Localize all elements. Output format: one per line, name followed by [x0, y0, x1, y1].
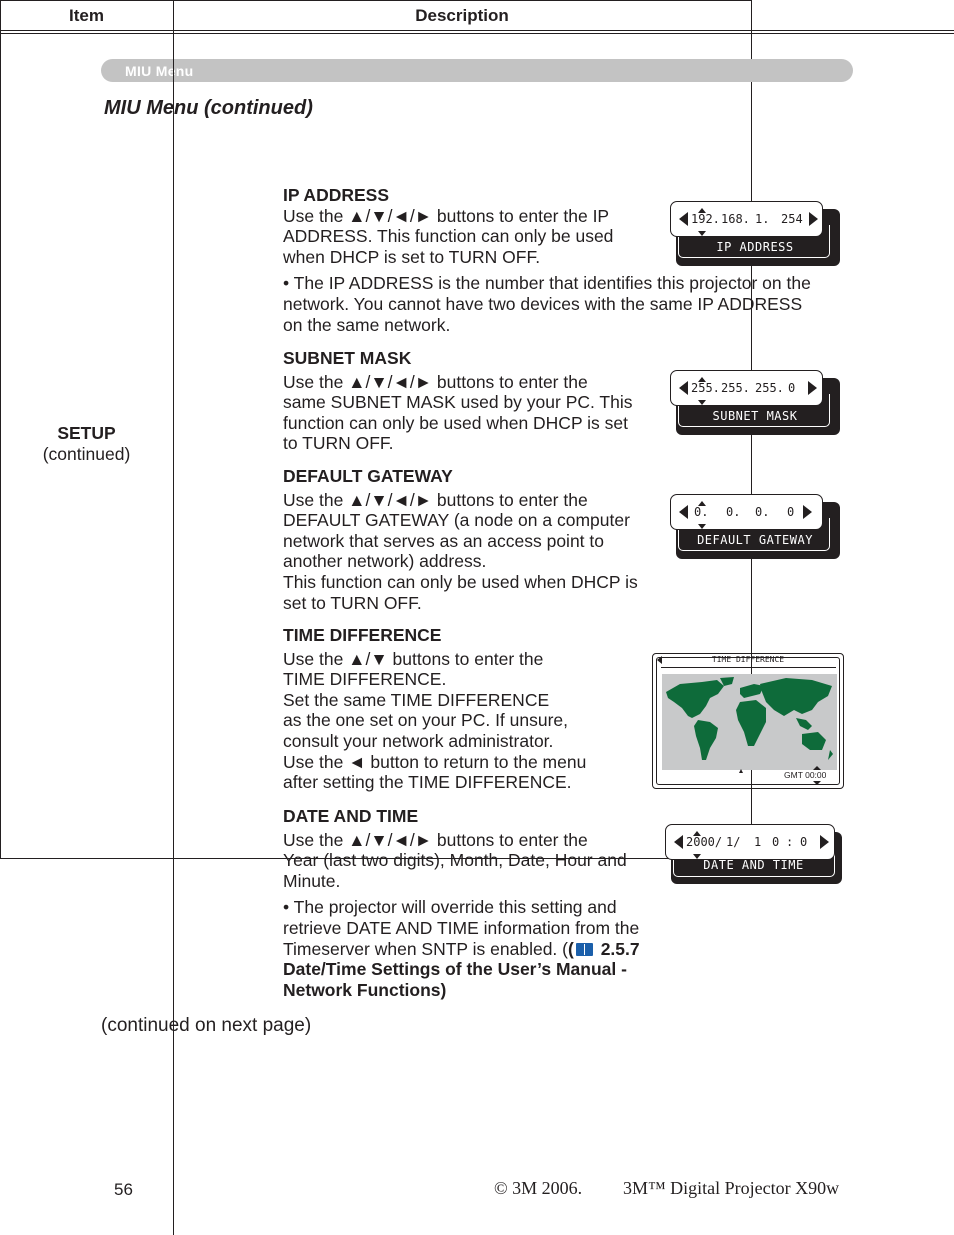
reference-number: 2.5.7	[600, 938, 640, 959]
section-title: TIME DIFFERENCE	[283, 625, 442, 645]
text-line: Year (last two digits), Month, Date, Hour and	[283, 850, 627, 871]
text-line: Use the ▲/▼/◄/► buttons to enter the IP	[283, 205, 610, 226]
osd-label: TIME DIFFERENCE	[711, 655, 785, 664]
text-line: Set the same TIME DIFFERENCE	[283, 689, 550, 710]
text-line: another network) address.	[283, 551, 487, 572]
osd-subnet-mask: 255. 255. 255. 0 SUBNET MASK	[670, 370, 840, 435]
header-divider-2	[0, 33, 954, 34]
text-line: as the one set on your PC. If unsure,	[283, 710, 569, 731]
text-line: consult your network administrator.	[283, 730, 554, 751]
marker-icon	[739, 769, 743, 773]
footer-copyright: © 3M 2006.	[494, 1178, 583, 1198]
text-line: after setting the TIME DIFFERENCE.	[283, 772, 572, 793]
right-arrow-icon	[820, 835, 829, 849]
reference-line: Network Functions)	[283, 979, 447, 1000]
note-line: • The projector will override this setting and	[283, 897, 617, 918]
up-arrow-icon	[698, 501, 706, 506]
reference-line: Date/Time Settings of the User’s Manual -	[283, 959, 627, 980]
section-title: DATE AND TIME	[283, 806, 419, 826]
section-title: SUBNET MASK	[283, 348, 412, 368]
osd-time-difference	[652, 653, 844, 789]
text-line: set to TURN OFF.	[283, 592, 422, 613]
text-line: Use the ▲/▼/◄/► buttons to enter the	[283, 829, 588, 850]
note-line: Timeserver when SNTP is enabled. (( 2.5.7	[283, 938, 640, 959]
text-line: Minute.	[283, 870, 341, 891]
text-line: Use the ▲/▼/◄/► buttons to enter the	[283, 371, 588, 392]
column-header-item: Item	[69, 6, 104, 25]
text-line: function can only be used when DHCP is set	[283, 412, 629, 433]
footer-product: 3M™ Digital Projector X90w	[623, 1178, 840, 1198]
column-divider	[173, 0, 174, 1235]
down-arrow-icon	[698, 400, 706, 405]
section-header-label: MIU Menu	[125, 63, 194, 79]
section-title: IP ADDRESS	[283, 185, 389, 205]
osd-ip-address: 192. 168. 1. 254 IP ADDRESS	[670, 201, 840, 266]
down-arrow-icon	[813, 781, 821, 785]
page-title: MIU Menu (continued)	[104, 97, 313, 119]
text-line: ADDRESS. This function can only be used	[283, 226, 614, 247]
osd-default-gateway: 0. 0. 0. 0 DEFAULT GATEWAY	[670, 494, 840, 559]
note-line: on the same network.	[283, 314, 451, 335]
text-line: network that serves as an access point to	[283, 530, 604, 551]
up-arrow-icon	[693, 831, 701, 836]
down-arrow-icon	[698, 524, 706, 529]
text-line: Use the ▲/▼ buttons to enter the	[283, 648, 544, 669]
section-date-and-time	[283, 806, 640, 1000]
down-arrow-icon	[693, 854, 701, 859]
section-time-difference	[283, 625, 586, 793]
down-arrow-icon	[698, 231, 706, 236]
left-arrow-icon	[674, 835, 683, 849]
gmt-value: GMT 00:00	[784, 770, 827, 780]
text-line: to TURN OFF.	[283, 433, 394, 454]
section-title: DEFAULT GATEWAY	[283, 466, 453, 486]
up-arrow-icon	[813, 766, 821, 770]
up-arrow-icon	[698, 208, 706, 213]
item-title: SETUP	[57, 423, 116, 443]
world-map	[662, 674, 837, 770]
text-line: Use the ▲/▼/◄/► buttons to enter the	[283, 489, 588, 510]
continued-note: (continued on next page)	[101, 1015, 312, 1036]
section-subnet-mask	[283, 348, 632, 454]
text-line: Use the ◄ button to return to the menu	[283, 751, 587, 772]
up-arrow-icon	[698, 377, 706, 382]
text-line: TIME DIFFERENCE.	[283, 669, 447, 690]
note-line: • The IP ADDRESS is the number that identifies this projector on the	[283, 273, 811, 294]
right-arrow-icon	[809, 212, 818, 226]
left-arrow-icon	[679, 212, 688, 226]
right-arrow-icon	[808, 381, 817, 395]
text-line: DEFAULT GATEWAY (a node on a computer	[283, 510, 630, 531]
section-default-gateway	[283, 466, 638, 613]
header-divider	[0, 30, 954, 31]
left-arrow-icon	[679, 381, 688, 395]
text-line: same SUBNET MASK used by your PC. This	[283, 392, 633, 413]
section-header-bar	[101, 59, 853, 82]
item-subtitle: (continued)	[42, 444, 131, 464]
note-line: retrieve DATE AND TIME information from the	[283, 917, 640, 938]
osd-label: IP ADDRESS	[716, 240, 794, 254]
osd-date-and-time: 2000/ 1/ 1 0 : 0 DATE AND TIME	[665, 824, 842, 884]
osd-label: DEFAULT GATEWAY	[697, 533, 813, 547]
left-arrow-icon	[679, 505, 688, 519]
right-arrow-icon	[803, 505, 812, 519]
book-icon	[576, 943, 593, 956]
osd-label: SUBNET MASK	[712, 409, 798, 423]
note-line: network. You cannot have two devices with the same IP ADDRESS	[283, 293, 803, 314]
osd-label: DATE AND TIME	[703, 858, 804, 872]
item-cell-setup	[0, 423, 173, 465]
column-header-description: Description	[415, 6, 509, 25]
text-line: This function can only be used when DHCP is	[283, 571, 638, 592]
page-number: 56	[114, 1180, 133, 1199]
text-line: when DHCP is set to TURN OFF.	[283, 246, 541, 267]
